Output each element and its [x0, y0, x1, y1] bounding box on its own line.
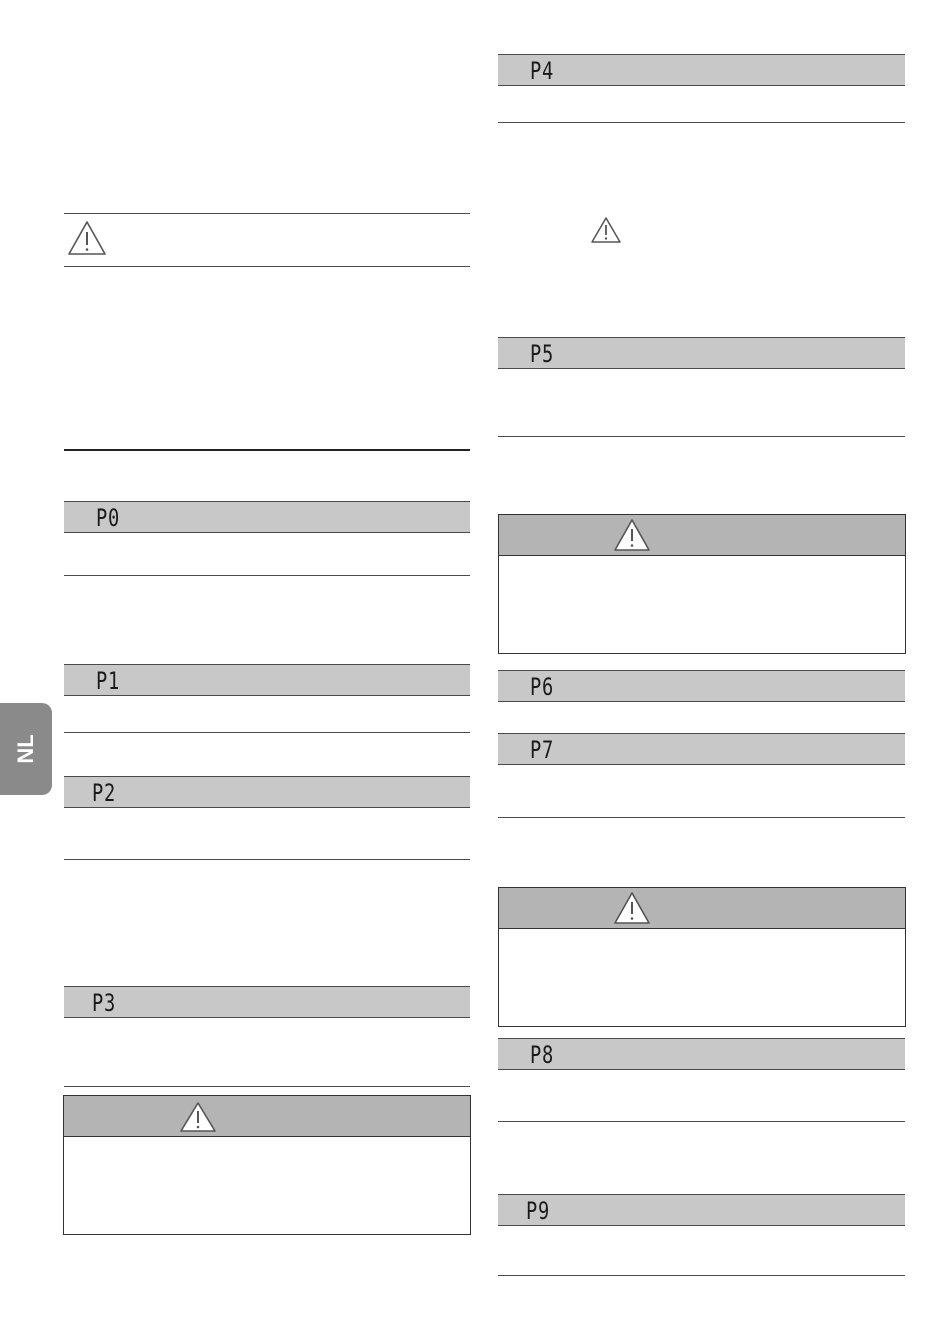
param-header-p1 — [64, 664, 470, 696]
param-header-p6 — [498, 670, 905, 702]
divider — [498, 436, 905, 437]
warning-icon — [590, 216, 622, 244]
param-header-p3 — [64, 986, 470, 1018]
param-header-p2 — [64, 776, 470, 808]
warning-icon — [67, 220, 107, 256]
param-header-p4 — [498, 54, 905, 86]
divider — [498, 1275, 905, 1276]
param-code: P9 — [526, 1197, 551, 1225]
divider — [498, 122, 905, 123]
param-code: P4 — [530, 57, 555, 85]
warning-box-header — [64, 1096, 470, 1137]
divider — [64, 575, 470, 576]
param-code: P7 — [530, 736, 555, 764]
param-header-p0 — [64, 501, 470, 533]
language-tab — [0, 703, 52, 795]
param-header-p5 — [498, 337, 905, 369]
warning-icon — [613, 891, 651, 925]
divider — [64, 1086, 470, 1087]
divider — [64, 213, 470, 214]
language-tab-label: NL — [13, 734, 38, 764]
warning-box-header — [499, 515, 905, 556]
warning-box-header — [499, 888, 905, 929]
warning-box — [63, 1095, 471, 1235]
param-code: P6 — [530, 673, 555, 701]
param-code: P2 — [92, 779, 117, 807]
param-header-p8 — [498, 1038, 905, 1070]
param-code: P8 — [530, 1041, 555, 1069]
divider — [498, 1121, 905, 1122]
divider — [64, 732, 470, 733]
warning-icon — [613, 518, 651, 552]
divider — [64, 266, 470, 267]
param-code: P1 — [96, 667, 121, 695]
param-code: P0 — [96, 504, 121, 532]
warning-icon — [179, 1101, 217, 1133]
warning-box — [498, 514, 906, 654]
param-code: P3 — [92, 989, 117, 1017]
warning-box — [498, 887, 906, 1027]
param-code: P5 — [530, 340, 555, 368]
section-divider — [64, 449, 470, 451]
param-header-p7 — [498, 733, 905, 765]
divider — [64, 859, 470, 860]
param-header-p9 — [498, 1194, 905, 1226]
divider — [498, 817, 905, 818]
